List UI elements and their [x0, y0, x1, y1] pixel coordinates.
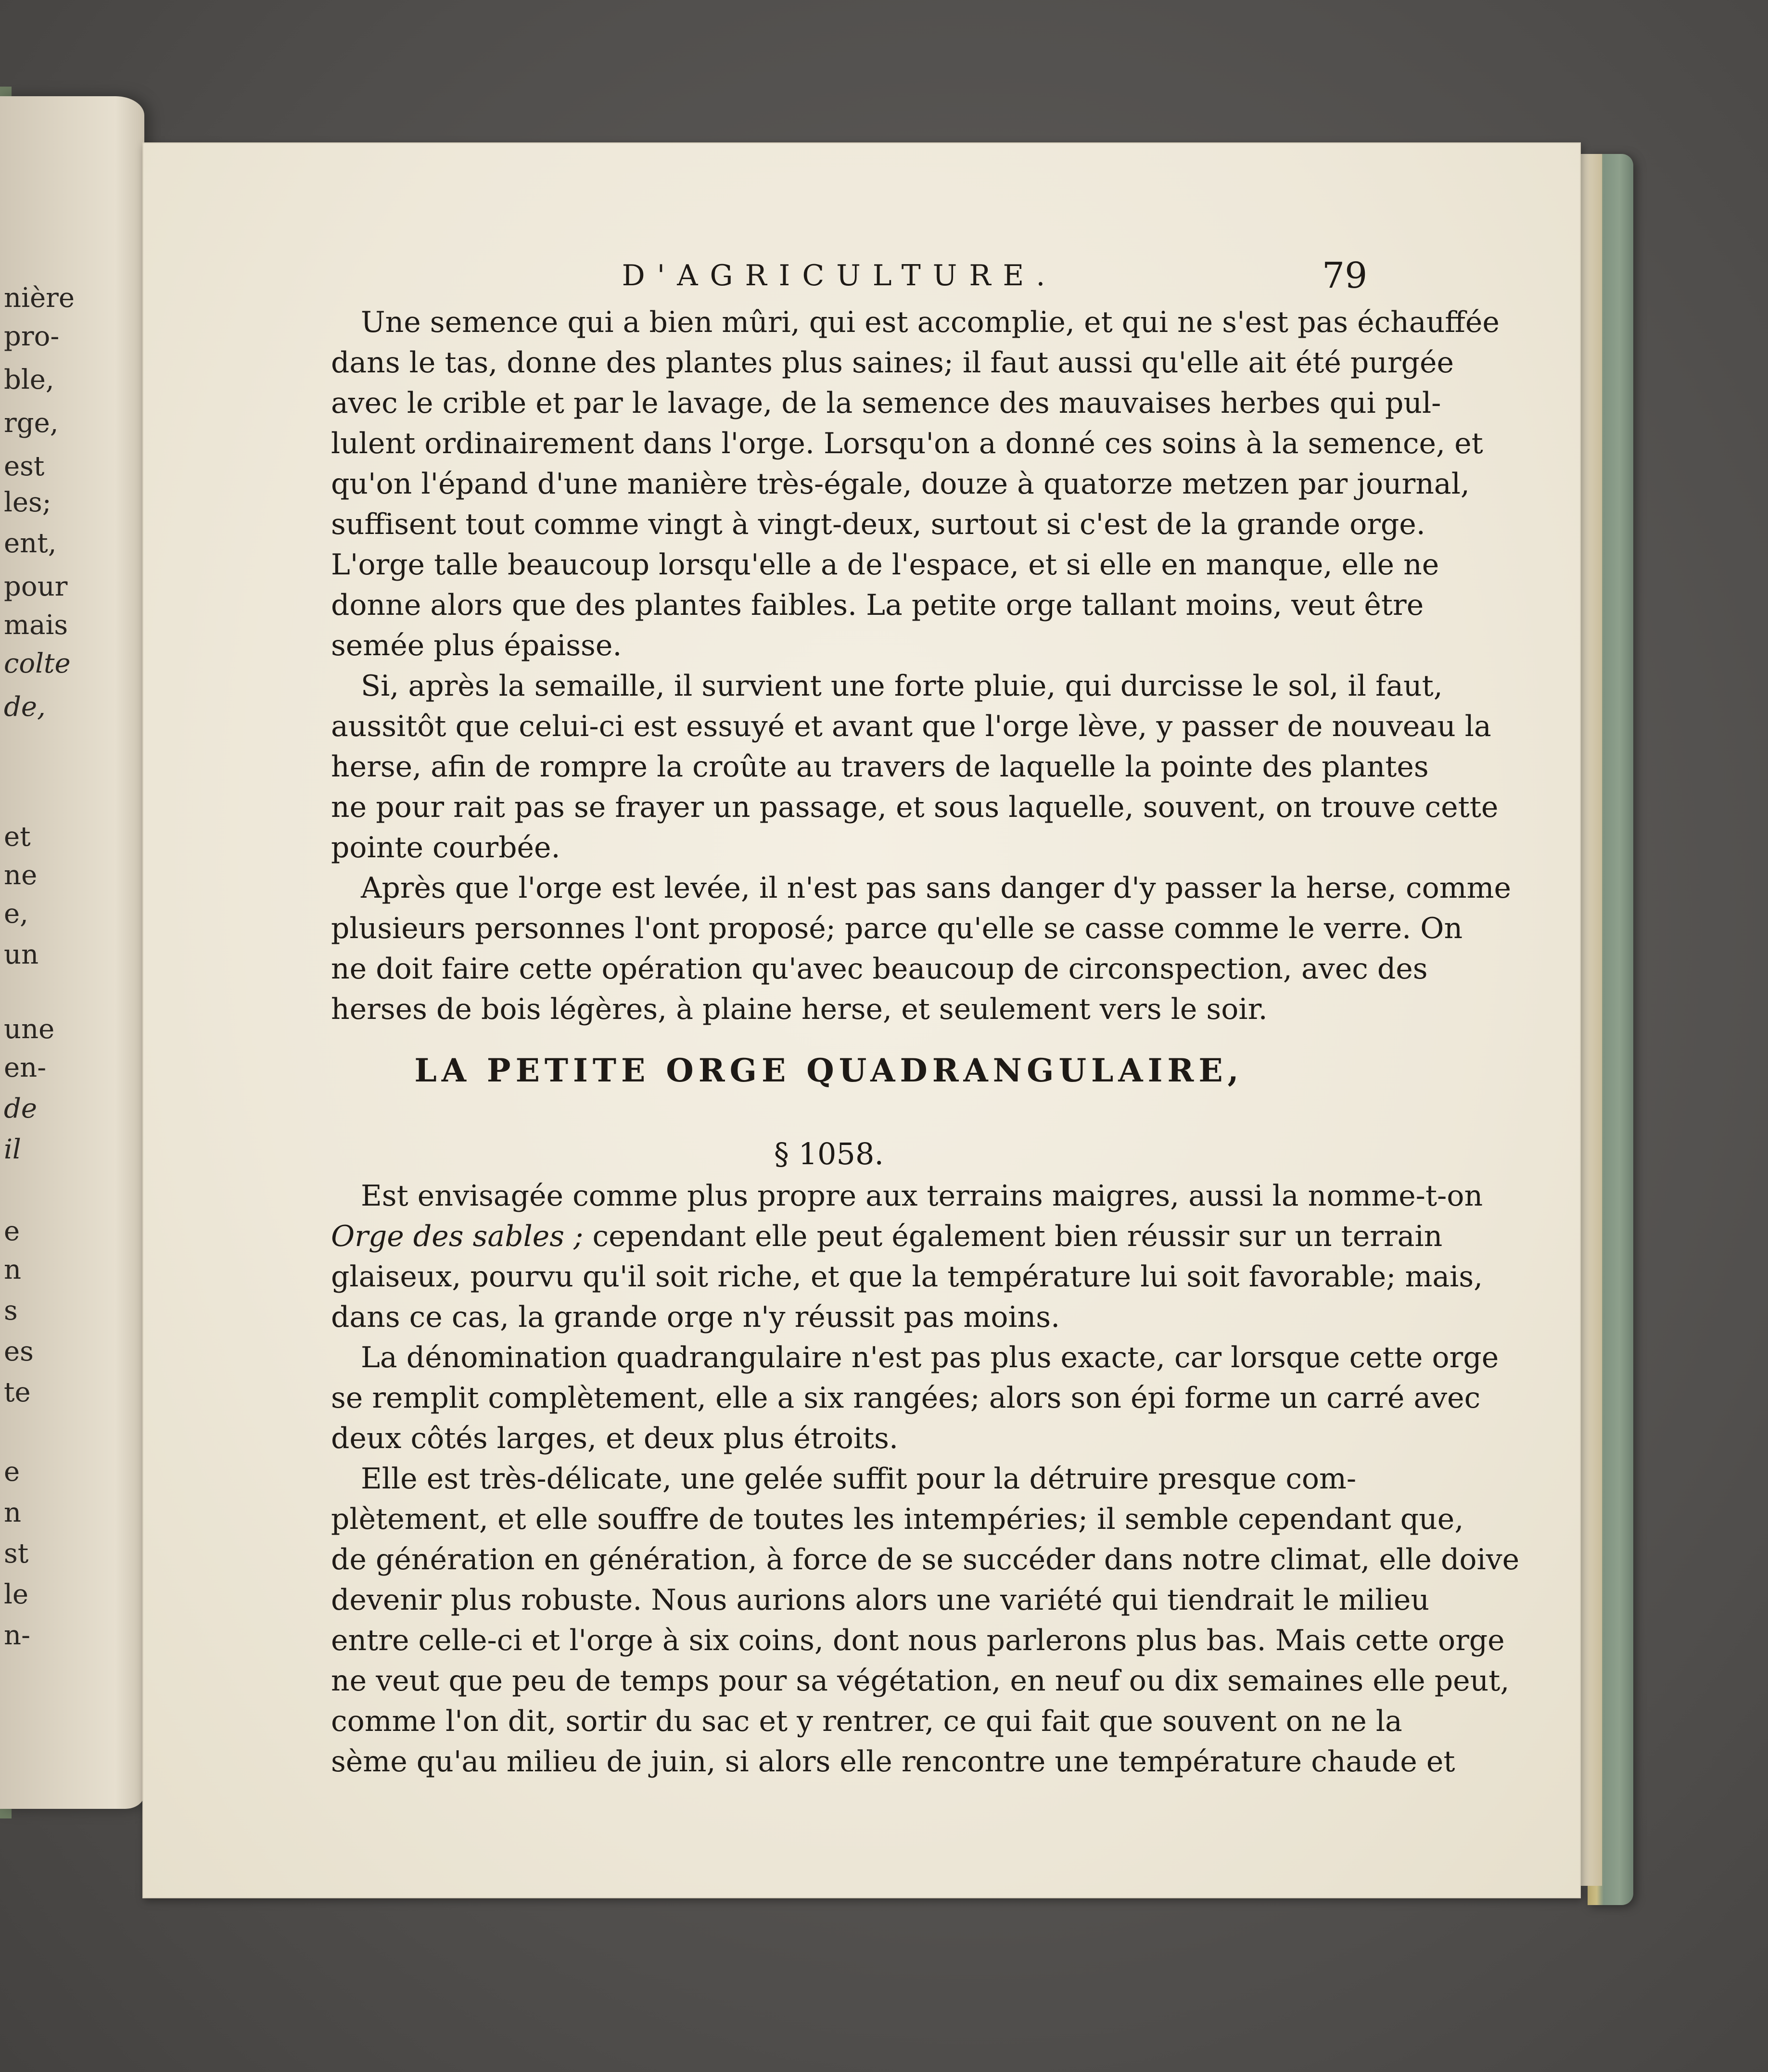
text-line: pointe courbée. — [331, 831, 560, 864]
left-page-line: une — [4, 1014, 55, 1045]
left-page-line: te — [4, 1377, 31, 1408]
left-page-line: les; — [4, 487, 51, 518]
left-page-line: colte — [4, 648, 71, 679]
text-line: plètement, et elle souffre de toutes les intempéries; il semble cependant que, — [331, 1502, 1464, 1536]
left-page-line: et — [4, 821, 31, 852]
text-line: L'orge talle beaucoup lorsqu'elle a de l'espace, et si elle en manque, elle ne — [331, 548, 1439, 582]
left-page-line: ne — [4, 860, 38, 891]
left-page-line: e — [4, 1216, 20, 1247]
text-line: suffisent tout comme vingt à vingt-deux, surtout si c'est de la grande orge. — [331, 508, 1425, 541]
text-line: Si, après la semaille, il survient une forte pluie, qui durcisse le sol, il faut, — [361, 669, 1443, 703]
text-line: herse, afin de rompre la croûte au travers de laquelle la pointe des plantes — [331, 750, 1429, 784]
left-page-line: e — [4, 1456, 20, 1487]
text-line: Après que l'orge est levée, il n'est pas sans danger d'y passer la herse, comme — [361, 871, 1512, 905]
left-page-line: de, — [4, 691, 46, 723]
left-page-line: pour — [4, 571, 68, 602]
text-line: dans ce cas, la grande orge n'y réussit pas moins. — [331, 1300, 1060, 1334]
left-page-line: rge, — [4, 407, 59, 439]
previous-page-edge — [0, 96, 144, 1809]
text-line: ne doit faire cette opération qu'avec beaucoup de circonspection, avec des — [331, 952, 1428, 986]
left-page-line: n — [4, 1497, 22, 1528]
left-page-line: pro- — [4, 321, 60, 352]
left-page-line: ble, — [4, 364, 54, 395]
left-page-line: le — [4, 1579, 29, 1610]
left-page-line: de — [4, 1093, 37, 1124]
left-page-line: ent, — [4, 528, 57, 559]
text-line: lulent ordinairement dans l'orge. Lorsqu'on a donné ces soins à la semence, et — [331, 427, 1483, 460]
left-page-line: nière — [4, 282, 75, 314]
text-line: plusieurs personnes l'ont proposé; parce qu'elle se casse comme le verre. On — [331, 912, 1463, 945]
left-page-line: es — [4, 1336, 34, 1367]
text-line: semée plus épaisse. — [331, 629, 622, 662]
text-line: devenir plus robuste. Nous aurions alors une variété qui tiendrait le milieu — [331, 1583, 1430, 1617]
italic-term: Orge des sables ; — [331, 1220, 584, 1253]
text-line — [331, 1216, 1443, 1257]
text-line: ne pour rait pas se frayer un passage, et sous laquelle, souvent, on trouve cette — [331, 790, 1499, 824]
text-line: donne alors que des plantes faibles. La petite orge tallant moins, veut être — [331, 588, 1424, 622]
text-line: deux côtés larges, et deux plus étroits. — [331, 1422, 899, 1455]
text-line: entre celle-ci et l'orge à six coins, dont nous parlerons plus bas. Mais cette orge — [331, 1624, 1505, 1657]
left-page-line: en- — [4, 1052, 47, 1083]
left-page-line: s — [4, 1295, 18, 1326]
text-line: herses de bois légères, à plaine herse, et seulement vers le soir. — [331, 992, 1268, 1026]
text-line: comme l'on dit, sortir du sac et y rentrer, ce qui fait que souvent on ne la — [331, 1704, 1402, 1738]
left-page-line: e, — [4, 898, 28, 929]
left-page-line: il — [4, 1134, 21, 1165]
left-page-line: mais — [4, 610, 68, 641]
text-line: sème qu'au milieu de juin, si alors elle rencontre une température chaude et — [331, 1745, 1455, 1779]
text-line: dans le tas, donne des plantes plus saines; il faut aussi qu'elle ait été purgée — [331, 346, 1454, 380]
left-page-line: n — [4, 1254, 22, 1285]
text-line: qu'on l'épand d'une manière très-égale, douze à quatorze metzen par journal, — [331, 467, 1470, 501]
left-page-line: n- — [4, 1620, 30, 1651]
section-heading: LA PETITE ORGE QUADRANGULAIRE, — [414, 1052, 1244, 1089]
running-head: D'AGRICULTURE. — [622, 259, 1057, 292]
text-line: se remplit complètement, elle a six rangées; alors son épi forme un carré avec — [331, 1381, 1481, 1415]
text-span: cependant elle peut également bien réussir sur un terrain — [583, 1220, 1443, 1253]
text-line: Une semence qui a bien mûri, qui est accomplie, et qui ne s'est pas échauffée — [361, 305, 1500, 339]
text-line: Elle est très-délicate, une gelée suffit pour la détruire presque com- — [361, 1462, 1357, 1496]
text-line: La dénomination quadrangulaire n'est pas plus exacte, car lorsque cette orge — [361, 1341, 1499, 1374]
text-line: Est envisagée comme plus propre aux terrains maigres, aussi la nomme-t-on — [361, 1179, 1483, 1213]
text-line: avec le crible et par le lavage, de la semence des mauvaises herbes qui pul- — [331, 386, 1441, 420]
section-number: § 1058. — [774, 1136, 884, 1171]
text-line: aussitôt que celui-ci est essuyé et avant que l'orge lève, y passer de nouveau la — [331, 710, 1491, 743]
left-page-line: st — [4, 1538, 29, 1569]
text-line: ne veut que peu de temps pour sa végétation, en neuf ou dix semaines elle peut, — [331, 1664, 1510, 1698]
text-line: glaiseux, pourvu qu'il soit riche, et que la température lui soit favorable; mais, — [331, 1260, 1483, 1294]
page-number: 79 — [1322, 255, 1368, 296]
left-page-line: est — [4, 451, 45, 482]
left-page-line: un — [4, 939, 39, 970]
text-line: de génération en génération, à force de se succéder dans notre climat, elle doive — [331, 1543, 1520, 1576]
